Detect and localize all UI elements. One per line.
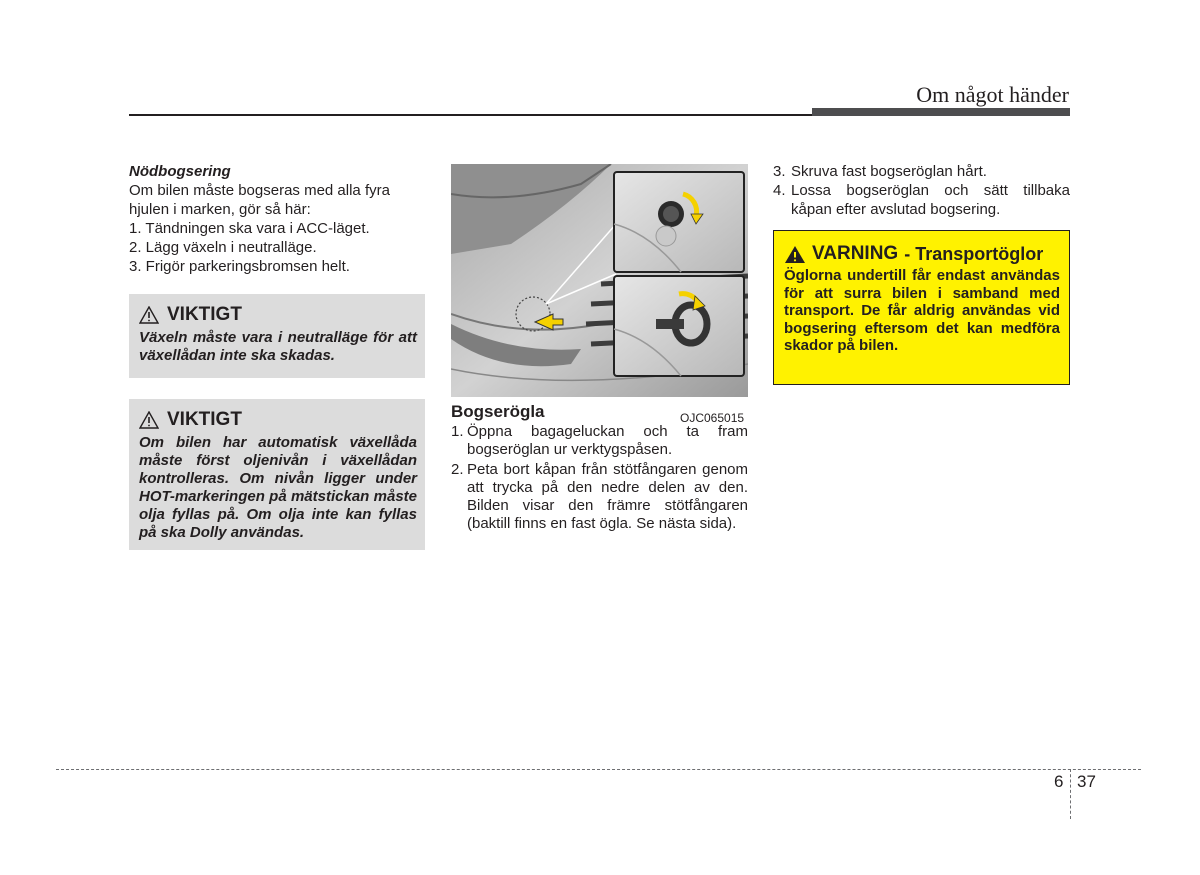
step-number: 4. [773,182,786,199]
warning-triangle-icon [784,245,806,264]
warning-box [773,230,1070,385]
tow-hook-steps-continued [773,162,1070,219]
header-rule [129,114,813,116]
emergency-towing-heading: Nödbogsering [129,163,231,180]
tow-hook-heading: Bogserögla [451,402,545,421]
warning-text: Öglorna undertill får endast användas för att surra bilen i samband med transport. De får aldrig användas vid bogsering eftersom det kan medföra skador på bilen. [784,267,1060,354]
caution-triangle-icon [139,411,159,429]
list-item [773,181,1070,219]
list-item [451,423,748,459]
caution-triangle-icon [139,306,159,324]
section-title: Om något händer [916,82,1069,107]
notice-text: Växeln måste vara i neutralläge för att växellådan inte ska skadas. [139,329,417,364]
tow-hook-section [451,403,748,533]
page-number: 37 [1077,772,1096,791]
step-number: 1. [451,423,464,440]
step-text: Öppna bagageluckan och ta fram bogseröglan ur verktygspåsen. [467,423,748,458]
notice-title: VIKTIGT [167,304,242,325]
tow-hook-illustration [451,164,748,397]
chapter-number: 6 [1054,772,1064,791]
footer-divider [1070,769,1071,819]
step-number: 3. [773,163,786,180]
step-text: Peta bort kåpan från stötfångaren genom att trycka på den nedre delen av den. Bilden visar den främre stötfångaren (baktill finns en fast ögla. Se nästa sida). [467,461,748,532]
notice-text: Om bilen har automatisk växellåda måste först oljenivån i växellådan kontrolleras. Om nivån ligger under HOT-markeringen på mätstickan måste olja fyllas på. Om olja inte kan fyllas på ska Dolly användas. [139,434,417,541]
footer-rule [56,769,1141,770]
warning-label: VARNING [812,243,899,264]
notice-title: VIKTIGT [167,409,242,430]
notice-box-automatic [129,399,425,550]
emergency-step: 1. Tändningen ska vara i ACC-läget. [129,220,370,237]
list-item [773,162,1070,181]
step-number: 2. [451,461,464,478]
step-text: Lossa bogseröglan och sätt tillbaka kåpan efter avslutad bogsering. [791,182,1070,218]
step-text: Skruva fast bogseröglan hårt. [791,163,987,180]
figure-code: OJC065015 [680,411,745,425]
emergency-step: 3. Frigör parkeringsbromsen helt. [129,258,350,275]
warning-subtitle: - Transportöglor [904,243,1044,264]
emergency-towing-section [129,162,425,276]
header-rule-bar [812,108,1070,116]
emergency-step: 2. Lägg växeln i neutralläge. [129,239,317,256]
notice-box-neutral [129,294,425,378]
emergency-towing-intro: Om bilen måste bogseras med alla fyra hjulen i marken, gör så här: [129,182,390,218]
list-item [451,461,748,533]
